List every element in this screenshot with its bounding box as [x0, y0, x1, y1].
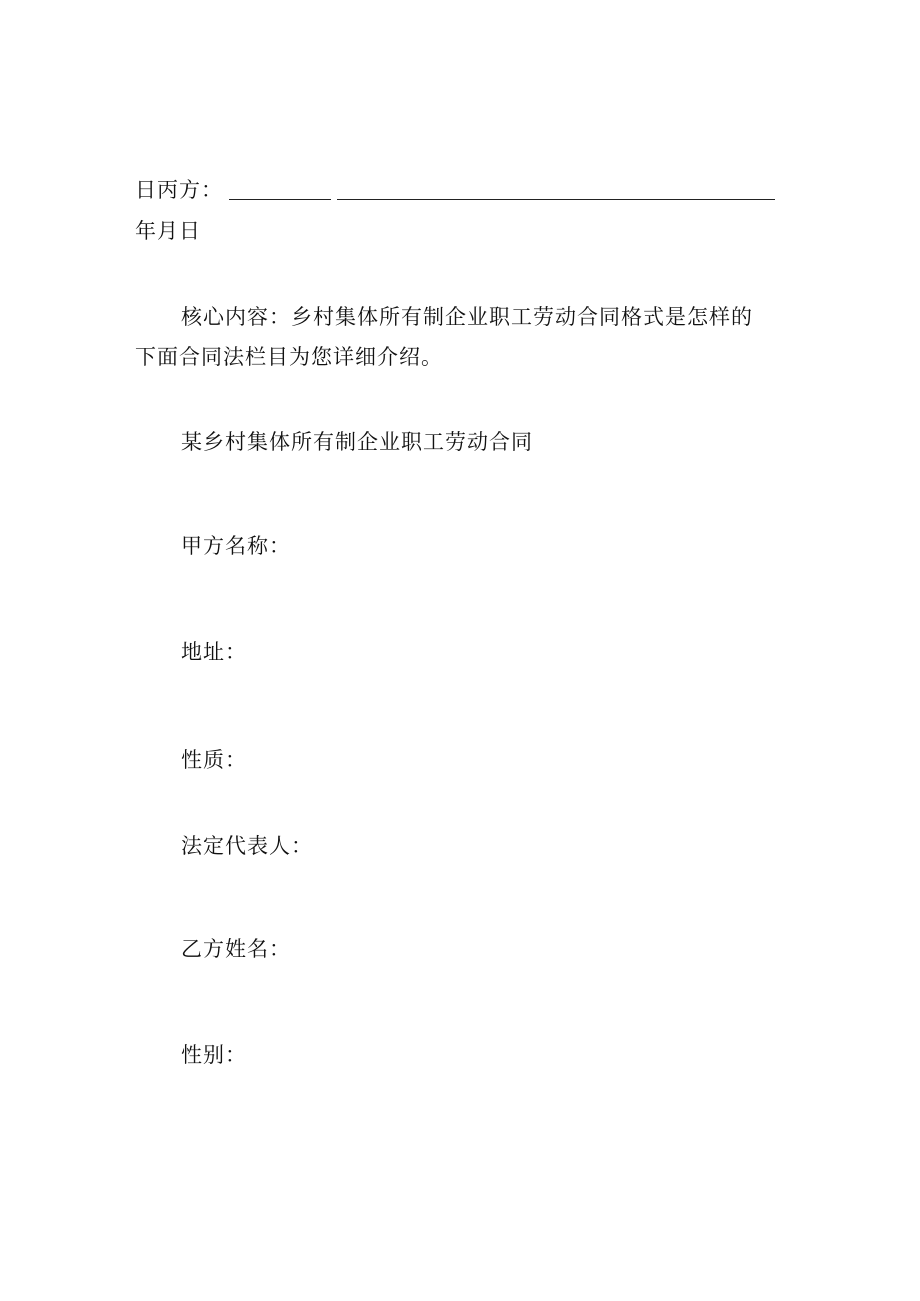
party-c-sign-label: 日丙方： — [135, 178, 223, 202]
date-line: 年月日 — [135, 219, 201, 243]
field-legal-representative: 法定代表人： — [181, 834, 313, 858]
signature-blank-long — [337, 199, 775, 200]
field-party-b-name: 乙方姓名： — [181, 937, 291, 961]
field-party-a-name: 甲方名称： — [181, 534, 291, 558]
contract-title: 某乡村集体所有制企业职工劳动合同 — [181, 430, 533, 454]
intro-line-2: 下面合同法栏目为您详细介绍。 — [135, 345, 443, 369]
field-nature: 性质： — [181, 748, 247, 772]
intro-line-1: 核心内容：乡村集体所有制企业职工劳动合同格式是怎样的 — [181, 305, 753, 329]
field-address: 地址： — [181, 640, 247, 664]
field-gender: 性别： — [181, 1043, 247, 1067]
signature-blank-short — [229, 199, 331, 200]
